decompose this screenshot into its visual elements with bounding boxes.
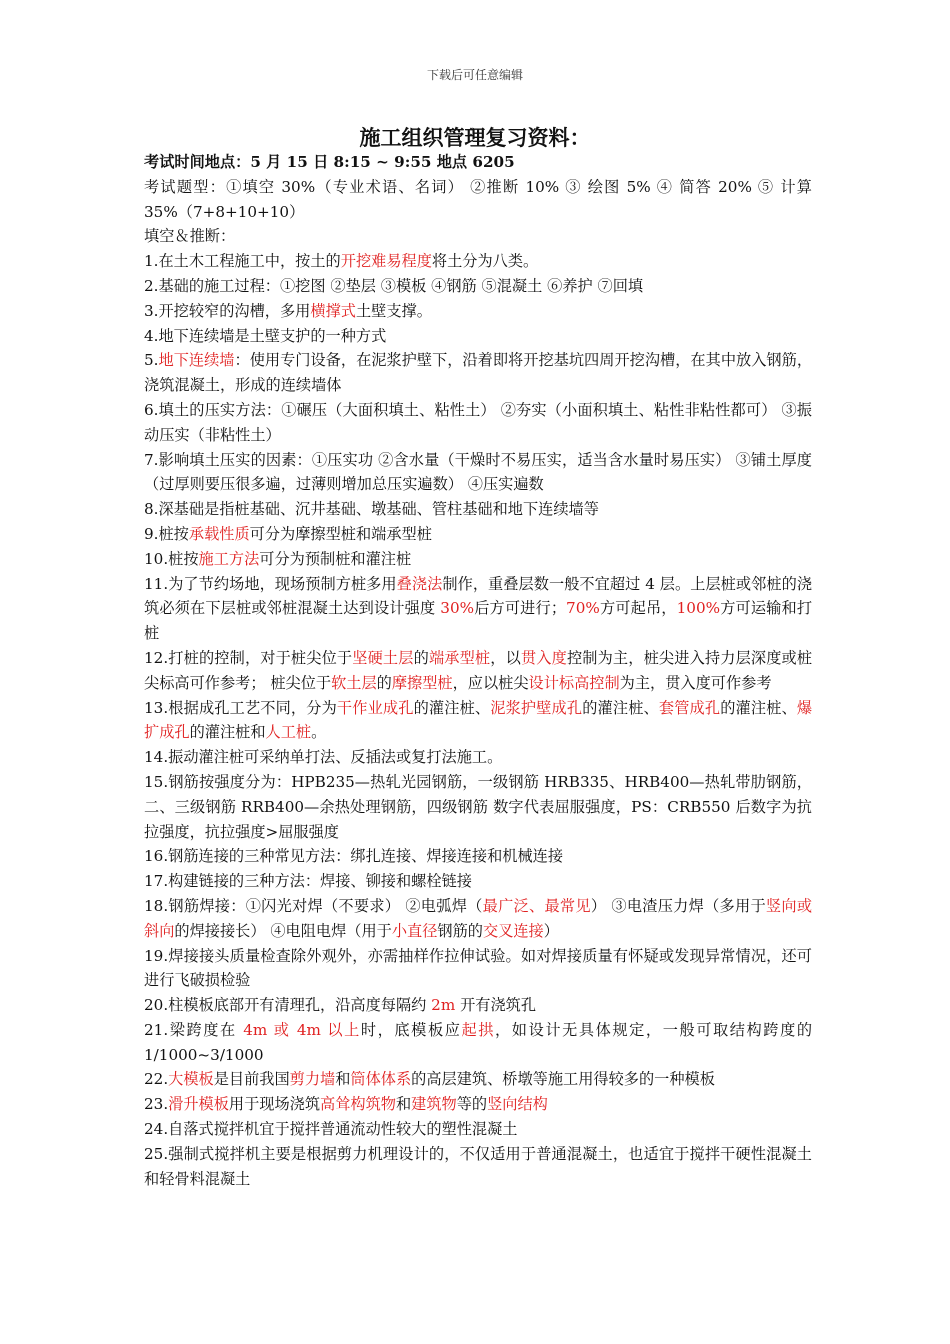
text-run: 开有浇筑孔 [455, 996, 537, 1015]
paragraph [144, 572, 812, 646]
text-run: ，以 [490, 648, 521, 667]
text-run: ） [543, 921, 559, 940]
text-run: 制作，重叠层数一般不宜超过 4 层。上层桩或邻桩的浇筑必须在下层桩或邻桩混凝土达到设计强度 [144, 574, 813, 618]
highlighted-term: 4m 或 4m 以上 [243, 1020, 361, 1039]
highlighted-term: 端承型桩 [428, 648, 491, 667]
highlighted-term: 横撑式 [310, 301, 356, 320]
text-run: 的 [413, 648, 429, 667]
paragraph [144, 274, 812, 299]
paragraph [144, 869, 812, 894]
highlighted-term: 高耸构筑物 [320, 1095, 396, 1114]
text-run: 用于现场浇筑 [228, 1095, 321, 1114]
text-run: 15.钢筋按强度分为：HPB235—热轧光园钢筋，一级钢筋 HRB335、HRB400—热轧带肋钢筋，二、三级钢筋 RRB400—余热处理钢筋，四级钢筋 数字代表屈服强度，PS：CRB550 后数字为抗拉强度，抗拉强度>屈服强度 [144, 772, 812, 841]
text-run: 11.为了节约场地，现场预制方桩多用 [144, 574, 397, 593]
highlighted-term: 施工方法 [198, 549, 260, 568]
text-run: ，应以桩尖 [452, 673, 529, 692]
text-run: 控制为主，桩尖进入持力层深度或桩尖标高可作参考； 桩尖位于 [144, 648, 813, 692]
text-run: 17.构建链接的三种方法：焊接、铆接和螺栓链接 [144, 872, 472, 891]
text-run: 6.填土的压实方法：①碾压（大面积填土、粘性土） ②夯实（小面积填土、粘性非粘性都可） ③振动压实（非粘性土） [144, 400, 812, 444]
text-run: 可分为摩擦型桩和端承型桩 [249, 524, 432, 543]
text-run: 9.桩按 [144, 524, 189, 543]
paragraph [144, 448, 812, 498]
text-run: 和 [335, 1070, 351, 1089]
paragraph [144, 299, 812, 324]
text-run: 的灌注桩和 [189, 723, 266, 742]
highlighted-term: 大模板 [168, 1070, 214, 1089]
text-run: 19.焊接接头质量检查除外观外，亦需抽样作拉伸试验。如对焊接质量有怀疑或发现异常情况，还可进行飞破损检验 [144, 946, 812, 990]
text-run: 的灌注桩、 [582, 698, 659, 717]
text-run: 4.地下连续墙是土壁支护的一种方式 [144, 326, 387, 345]
paragraph [144, 522, 812, 547]
text-run: ：使用专门设备，在泥浆护壁下，沿着即将开挖基坑四周开挖沟槽，在其中放入钢筋，浇筑混凝土，形成的连续墙体 [144, 351, 813, 395]
paragraph [144, 175, 812, 225]
text-run: 3.开挖较窄的沟槽，多用 [144, 301, 311, 320]
text-run: 是目前我国 [213, 1070, 290, 1089]
highlighted-term: 筒体体系 [350, 1070, 412, 1089]
text-run: 和 [395, 1095, 412, 1114]
text-run: 21.梁跨度在 [144, 1020, 244, 1039]
paragraph [144, 646, 812, 696]
highlighted-term: 人工桩 [265, 723, 312, 742]
highlighted-term: 承载性质 [188, 524, 250, 543]
text-run: 的焊接接长） ④电阻电焊（用于 [174, 921, 392, 940]
paragraph [144, 1142, 812, 1192]
text-run: 7.影响填土压实的因素：①压实功 ②含水量（干燥时不易压实，适当含水量时易压实） ③铺土厚度（过厚则要压很多遍，过薄则增加总压实遍数） ④压实遍数 [144, 450, 812, 494]
text-run: 12.打桩的控制，对于桩尖位于 [144, 648, 353, 667]
text-run: 的灌注桩、 [413, 698, 491, 717]
highlighted-term: 设计标高控制 [528, 673, 620, 692]
text-run: 等的 [456, 1095, 488, 1114]
highlighted-term: 开挖难易程度 [340, 252, 432, 271]
highlighted-term: 100% [676, 599, 721, 618]
text-run: ） ③电渣压力焊（多用于 [590, 896, 766, 915]
text-run: 13.根据成孔工艺不同，分为 [144, 698, 337, 717]
highlighted-term: 套管成孔 [658, 698, 721, 717]
text-run: 1.在土木工程施工中，按土的 [144, 252, 341, 271]
paragraph [144, 1067, 812, 1092]
highlighted-term: 起拱 [461, 1020, 496, 1039]
highlighted-term: 软土层 [331, 673, 377, 692]
paragraph [144, 1018, 812, 1068]
text-run: 为主，贯入度可作参考 [619, 673, 772, 692]
text-run: 可分为预制桩和灌注桩 [259, 549, 412, 568]
paragraph [144, 1092, 812, 1117]
paragraph [144, 547, 812, 572]
text-run: 5. [144, 351, 159, 370]
highlighted-term: 干作业成孔 [336, 698, 414, 717]
highlighted-term: 摩擦型桩 [391, 673, 453, 692]
text-run: 23. [144, 1095, 169, 1114]
highlighted-term: 地下连续墙 [158, 351, 235, 370]
paragraph [144, 249, 812, 274]
text-run: 24.自落式搅拌机宜于搅拌普通流动性较大的塑性混凝土 [144, 1120, 518, 1139]
highlighted-term: 建筑物 [411, 1095, 457, 1114]
text-run: 考试时间地点：5 月 15 日 8:15 ~ 9:55 地点 6205 [144, 153, 515, 171]
paragraph [144, 745, 812, 770]
text-run: 14.振动灌注桩可采纳单打法、反插法或复打法施工。 [144, 748, 503, 767]
highlighted-term: 交叉连接 [482, 921, 544, 940]
text-run: 后方可进行； [474, 599, 567, 618]
highlighted-term: 爆扩成孔 [144, 698, 813, 742]
text-run: 25.强制式搅拌机主要是根据剪力机理设计的，不仅适用于普通混凝土，也适宜于搅拌干硬性混凝土和轻骨料混凝土 [144, 1144, 812, 1188]
text-run: 时，底模板应 [360, 1020, 462, 1039]
paragraph [144, 770, 812, 844]
highlighted-term: 小直径 [391, 921, 438, 940]
paragraph [144, 224, 812, 249]
text-run: 2.基础的施工过程：①挖图 ②垫层 ③模板 ④钢筋 ⑤混凝土 ⑥养护 ⑦回填 [144, 276, 644, 295]
paragraph [144, 844, 812, 869]
document-title: 施工组织管理复习资料： [359, 125, 591, 150]
text-run: 将土分为八类。 [431, 252, 539, 271]
document-body [144, 150, 812, 1191]
text-run: 10.桩按 [144, 549, 199, 568]
highlighted-term: 2m [431, 996, 456, 1015]
highlighted-term: 泥浆护壁成孔 [490, 698, 583, 717]
highlighted-term: 70% [566, 599, 600, 618]
text-run: 钢筋的 [437, 921, 483, 940]
highlighted-term: 叠浇法 [396, 574, 443, 593]
highlighted-term: 滑升模板 [168, 1095, 229, 1114]
highlighted-term: 竖向或斜向 [144, 896, 813, 940]
text-run: 的高层建筑、桥墩等施工用得较多的一种模板 [411, 1070, 715, 1089]
paragraph [144, 1117, 812, 1142]
text-run: 的 [376, 673, 392, 692]
text-run: 土壁支撑。 [355, 301, 432, 320]
text-run: 方可运输和打桩 [144, 599, 813, 643]
paragraph [144, 894, 812, 944]
text-run: 。 [311, 723, 327, 742]
highlighted-term: 竖向结构 [487, 1095, 548, 1114]
text-run: 考试题型：①填空 30%（专业术语、名词） ②推断 10% ③ 绘图 5% ④ 简答 20% ⑤ 计算 35%（7+8+10+10） [144, 177, 812, 221]
paragraph [144, 944, 812, 994]
text-run: 18.钢筋焊接：①闪光对焊（不要求） ②电弧焊（ [144, 896, 483, 915]
text-run: 填空＆推断： [144, 227, 236, 246]
text-run: ，如设计无具体规定，一般可取结构跨度的 1/1000~3/1000 [144, 1020, 813, 1064]
paragraph [144, 497, 812, 522]
text-run: 8.深基础是指桩基础、沉井基础、墩基础、管柱基础和地下连续墙等 [144, 500, 599, 519]
paragraph [144, 324, 812, 349]
paragraph [144, 398, 812, 448]
highlighted-term: 坚硬土层 [352, 648, 414, 667]
page-header: 下载后可任意编辑 [426, 68, 523, 82]
text-run: 22. [144, 1070, 169, 1089]
text-run: 方可起吊， [599, 599, 677, 618]
text-run: 20.柱模板底部开有清理孔，沿高度每隔约 [144, 996, 432, 1015]
highlighted-term: 贯入度 [520, 648, 567, 667]
paragraph [144, 696, 812, 746]
paragraph [144, 348, 812, 398]
paragraph [144, 150, 812, 175]
text-run: 的灌注桩、 [720, 698, 797, 717]
paragraph [144, 993, 812, 1018]
highlighted-term: 最广泛、最常见 [482, 896, 591, 915]
highlighted-term: 剪力墙 [289, 1070, 336, 1089]
highlighted-term: 30% [440, 599, 475, 618]
text-run: 16.钢筋连接的三种常见方法：绑扎连接、焊接连接和机械连接 [144, 847, 564, 866]
